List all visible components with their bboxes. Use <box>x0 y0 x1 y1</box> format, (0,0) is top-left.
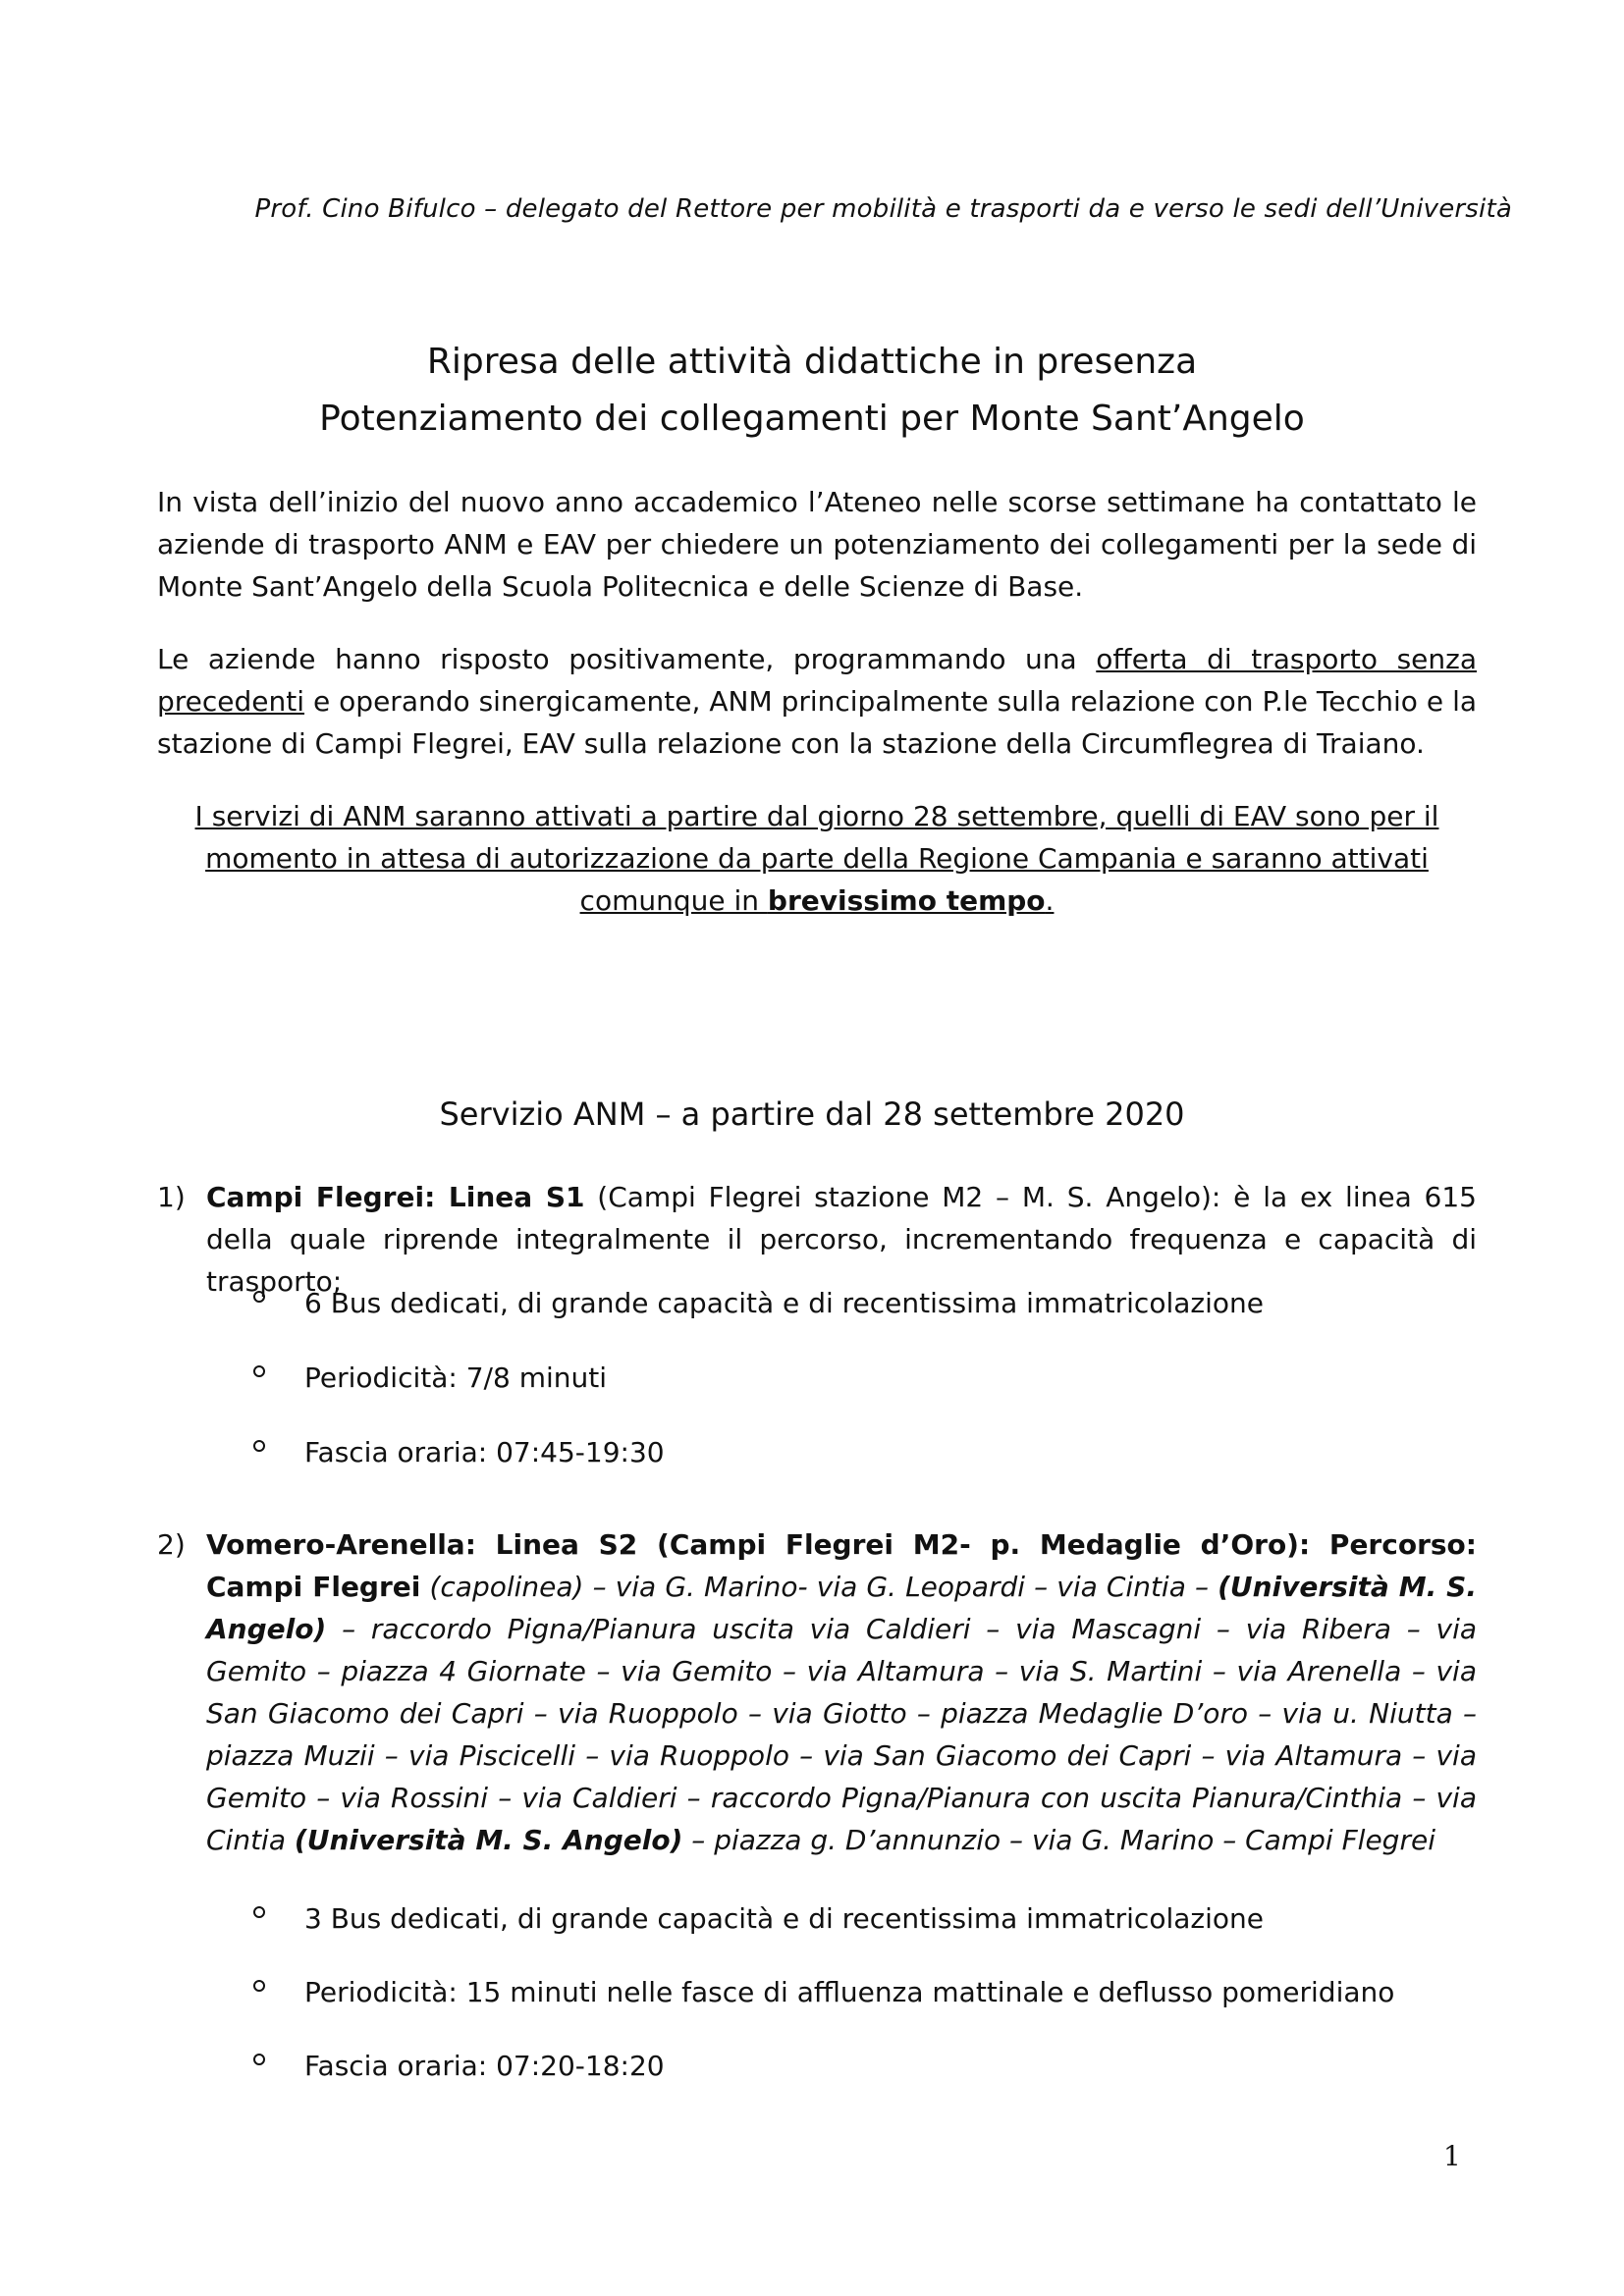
activation-notice <box>177 795 1457 922</box>
circle-bullet-icon <box>253 1440 265 1452</box>
response-text-underlined: offerta di trasporto senza precedenti <box>157 643 1477 718</box>
list-item <box>253 2047 1432 2086</box>
route-part: (capolinea) – via G. Marino- via G. Leopardi – via Cintia – <box>420 1571 1218 1603</box>
list-item-text: Periodicità: 15 minuti nelle fasce di affluenza mattinale e deflusso pomeridiano <box>304 1976 1395 2008</box>
route-part: – piazza g. D’annunzio – via G. Marino – Campi Flegrei <box>682 1824 1435 1856</box>
list-item <box>253 1973 1432 2012</box>
circle-bullet-icon <box>253 1291 265 1303</box>
list-item-text: Fascia oraria: 07:20-18:20 <box>304 2050 665 2082</box>
section-title: Servizio ANM – a partire dal 28 settembre 2020 <box>439 1095 1185 1133</box>
item-line-name: Campi Flegrei: Linea S1 <box>206 1181 585 1213</box>
list-item <box>253 1433 1432 1472</box>
item-body <box>206 1523 1477 1861</box>
list-item-text: Fascia oraria: 07:45-19:30 <box>304 1436 665 1468</box>
response-text-after: e operando sinergicamente, ANM principalmente sulla relazione con P.le Tecchio e la stazione di Campi Flegrei, EAV sulla relazione con la stazione della Circumflegrea di Traiano. <box>157 685 1477 760</box>
service-item-s2 <box>157 1523 1477 1861</box>
activation-notice-text: I servizi di ANM saranno attivati a partire dal giorno 28 settembre, quelli di EAV sono per il momento in attesa di autorizzazione da parte della Regione Campania e saranno attivati comunque in <box>194 800 1439 917</box>
circle-bullet-icon <box>253 1365 265 1377</box>
item-number: 1) <box>157 1181 186 1213</box>
route-stop-bold: (Università M. S. Angelo) <box>206 1571 1477 1645</box>
document-title-line2: Potenziamento dei collegamenti per Monte Sant’Angelo <box>319 399 1305 439</box>
item-description: (Campi Flegrei stazione M2 – M. S. Angelo): è la ex linea 615 della quale riprende integralmente il percorso, incrementando frequenza e capacità di trasporto; <box>206 1181 1477 1298</box>
response-text-before: Le aziende hanno risposto positivamente, programmando una <box>157 643 1097 675</box>
document-title-line1: Ripresa delle attività didattiche in presenza <box>426 342 1198 382</box>
list-item <box>253 1284 1432 1323</box>
activation-notice-end: . <box>1045 884 1055 917</box>
item-line-name: Vomero-Arenella: Linea S2 (Campi Flegrei M2- p. Medaglie d’Oro): Percorso: Campi Flegrei <box>206 1528 1477 1603</box>
list-item-text: Periodicità: 7/8 minuti <box>304 1362 607 1394</box>
list-item-text: 3 Bus dedicati, di grande capacità e di recentissima immatricolazione <box>304 1902 1264 1935</box>
circle-bullet-icon <box>253 1906 265 1918</box>
route-stop-bold: (Università M. S. Angelo) <box>294 1824 683 1856</box>
page-header: Prof. Cino Bifulco – delegato del Rettore per mobilità e trasporti da e verso le sedi dell’Università <box>254 194 1512 224</box>
list-item <box>253 1359 1432 1398</box>
list-item-text: 6 Bus dedicati, di grande capacità e di recentissima immatricolazione <box>304 1287 1264 1319</box>
circle-bullet-icon <box>253 2054 265 2065</box>
intro-paragraph: In vista dell’inizio del nuovo anno accademico l’Ateneo nelle scorse settimane ha contattato le aziende di trasporto ANM e EAV per chiedere un potenziamento dei collegamenti per la sede di Monte Sant’Angelo della Scuola Politecnica e delle Scienze di Base. <box>157 486 1477 603</box>
list-item <box>253 1899 1432 1939</box>
activation-notice-bold: brevissimo tempo <box>767 884 1046 917</box>
response-paragraph <box>157 638 1477 765</box>
page-number: 1 <box>1443 2140 1461 2172</box>
circle-bullet-icon <box>253 1980 265 1992</box>
route-part: – raccordo Pigna/Pianura uscita via Caldieri – via Mascagni – via Ribera – via Gemito – piazza 4 Giornate – via Gemito – via Altamura – via S. Martini – via Arenella – via San Giacomo dei Capri – via Ruoppolo – via Giotto – piazza Medaglie D’oro – via u. Niutta – piazza Muzii – via Piscicelli – via Ruoppolo – via San Giacomo dei Capri – via Altamura – via Gemito – via Rossini – via Caldieri – raccordo Pigna/Pianura con uscita Pianura/Cinthia – via Cintia <box>206 1613 1477 1856</box>
item-number: 2) <box>157 1528 186 1561</box>
